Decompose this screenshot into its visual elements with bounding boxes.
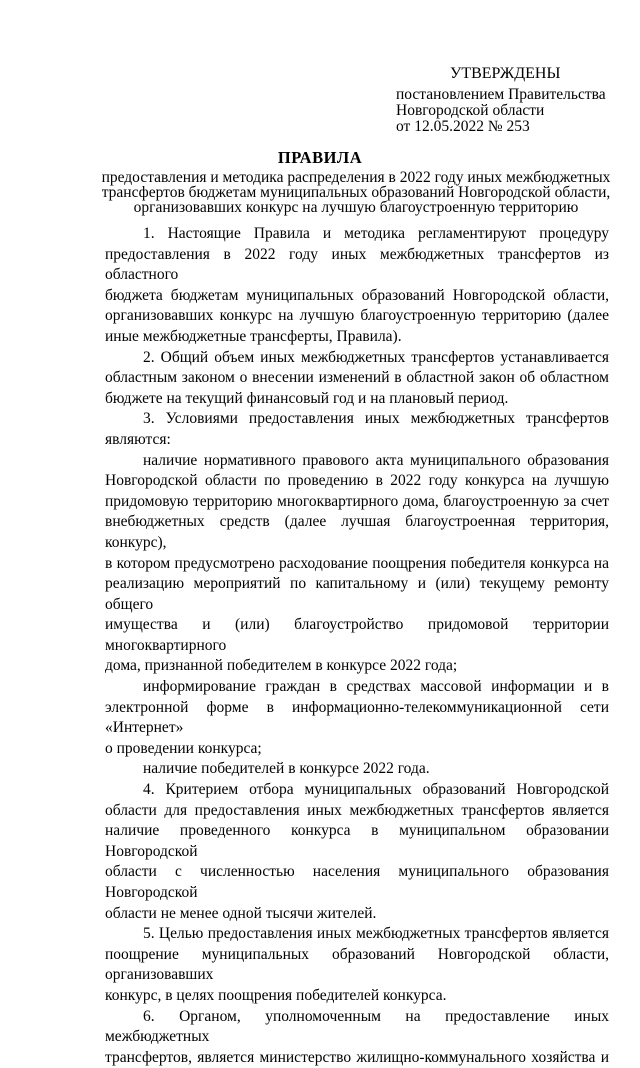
subtitle-line: организовавших конкурс на лучшую благоустроенную территорию (133, 199, 579, 216)
paragraph-line: области с численностью населения муниципального образования Новгородской (105, 863, 609, 901)
paragraph-line: бюджета бюджетам муниципальных образований Новгородской области, (105, 286, 609, 304)
paragraph-line: конкурс, в целях поощрения победителей конкурса. (105, 986, 447, 1004)
paragraph-line: 6. Органом, уполномоченным на предоставление иных межбюджетных (105, 1007, 609, 1046)
paragraph-line: являются: (105, 430, 171, 448)
paragraph-line: придомовую территорию многоквартирного дома, благоустроенную за счет (105, 492, 609, 510)
paragraph-line: трансфертов, является министерство жилищно-коммунального хозяйства и (105, 1048, 609, 1066)
subtitle-line: трансфертов бюджетам муниципальных образований Новгородской области, (101, 184, 611, 201)
paragraph-line: дома, признанной победителем в конкурсе 2022 года; (105, 657, 458, 675)
document-subtitle (96, 170, 616, 215)
paragraph-line: предоставления в 2022 году иных межбюджетных трансфертов из областного (105, 245, 609, 284)
document-body (105, 224, 609, 1068)
paragraph (105, 677, 609, 759)
paragraph-line: областным законом о внесении изменений в областной закон об областном (105, 369, 609, 387)
paragraph-line: 4. Критерием отбора муниципальных образований Новгородской (143, 781, 609, 799)
paragraph-line: 2. Общий объем иных межбюджетных трансфертов устанавливается (143, 348, 609, 366)
paragraph-line: организовавших конкурс на лучшую благоустроенную территорию (далее (105, 307, 609, 325)
paragraph-line: Новгородской области по проведению в 2022 году конкурса на лучшую (105, 472, 609, 490)
approval-line: постановлением Правительства (396, 86, 606, 103)
paragraph (105, 759, 609, 780)
paragraph-line: 1. Настоящие Правила и методика регламентируют процедуру (143, 225, 609, 242)
paragraph-line: поощрение муниципальных образований Новгородской области, организовавших (105, 945, 609, 984)
paragraph (105, 451, 609, 678)
paragraph (105, 409, 609, 450)
paragraph-line: наличие нормативного правового акта муниципального образования (143, 451, 609, 469)
paragraph-line: области не менее одной тысячи жителей. (105, 904, 377, 922)
paragraph-line: области для предоставления иных межбюджетных трансфертов является (105, 801, 609, 819)
paragraph (105, 1007, 609, 1068)
paragraph-line: иные межбюджетные трансферты, Правила). (105, 327, 402, 345)
paragraph-line: в котором предусмотрено расходование поощрения победителя конкурса на (105, 554, 609, 572)
paragraph-line: информирование граждан в средствах массовой информации и в (143, 678, 609, 696)
paragraph-line: наличие проведенного конкурса в муниципальном образовании Новгородской (105, 822, 609, 860)
approval-heading: УТВЕРЖДЕНЫ (450, 65, 561, 82)
approval-line: от 12.05.2022 № 253 (396, 118, 530, 135)
paragraph (105, 224, 609, 348)
approval-line: Новгородской области (396, 102, 545, 119)
paragraph-line: электронной форме в информационно-телекоммуникационной сети «Интернет» (105, 698, 609, 737)
paragraph-line: о проведении конкурса; (105, 739, 262, 757)
paragraph (105, 780, 609, 924)
paragraph-line: внебюджетных средств (далее лучшая благоустроенная территория, конкурс), (105, 513, 609, 551)
approval-stamp (396, 66, 626, 135)
subtitle-line: предоставления и методика распределения в 2022 году иных межбюджетных (101, 169, 611, 186)
paragraph-line: имущества и (или) благоустройство придомовой территории многоквартирного (105, 616, 609, 654)
paragraph-line: 3. Условиями предоставления иных межбюджетных трансфертов (143, 410, 609, 428)
paragraph-line: реализацию мероприятий по капитальному и (или) текущему ремонту общего (105, 575, 609, 613)
paragraph-line: бюджете на текущий финансовый год и на плановый период. (105, 389, 509, 407)
paragraph (105, 924, 609, 1006)
document-title: ПРАВИЛА (277, 148, 363, 167)
paragraph-line: наличие победителей в конкурсе 2022 года. (143, 760, 430, 778)
paragraph-line: 5. Целью предоставления иных межбюджетных трансфертов является (143, 925, 609, 943)
paragraph (105, 348, 609, 410)
